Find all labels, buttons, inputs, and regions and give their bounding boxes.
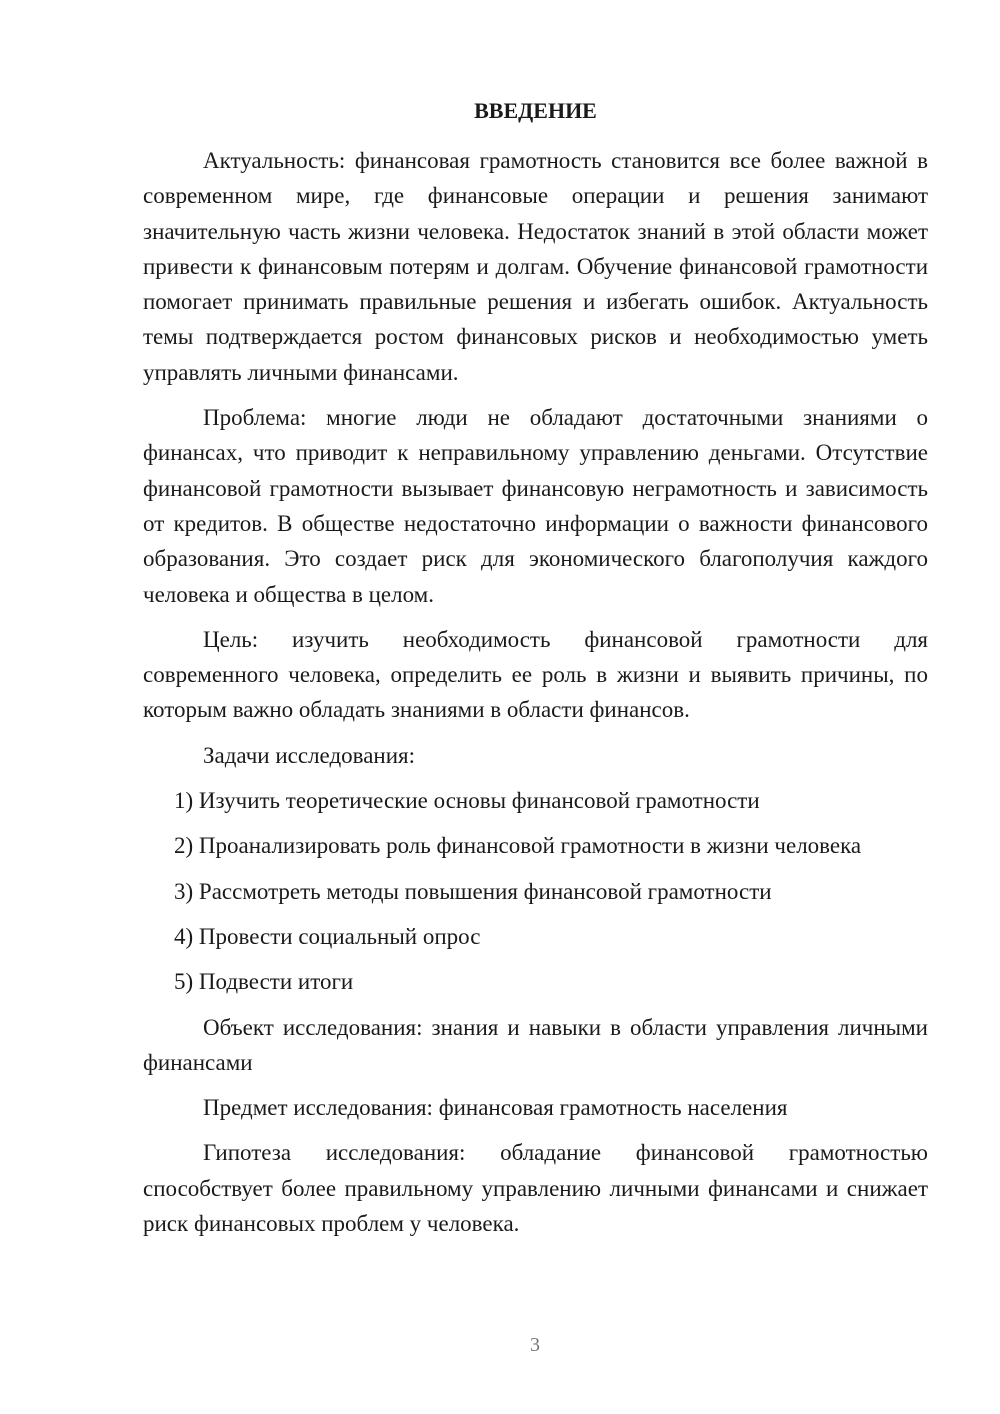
hypothesis-paragraph: Гипотеза исследования: обладание финансовой грамотностью способствует более правильному управлению личными финансами и снижает риск финансовых проблем у человека. bbox=[143, 1140, 928, 1237]
task-item: 4) Провести социальный опрос bbox=[174, 923, 481, 949]
object-paragraph: Объект исследования: знания и навыки в области управления личными финансами bbox=[143, 1014, 928, 1075]
tasks-heading: Задачи исследования: bbox=[203, 742, 416, 768]
relevance-paragraph: Актуальность: финансовая грамотность становится все более важной в современном мире, где финансовые операции и решения занимают значительную часть жизни человека. Недостаток знаний в этой области может привести к финансовым потерям и долгам. Обучение финансовой грамотности помогает принимать правильные решения и избегать ошибок. Актуальность темы подтверждается ростом финансовых рисков и необходимостью уметь управлять личными финансами. bbox=[143, 148, 928, 385]
page-title: ВВЕДЕНИЕ bbox=[474, 98, 597, 123]
task-item: 3) Рассмотреть методы повышения финансовой грамотности bbox=[174, 878, 772, 904]
task-item: 2) Проанализировать роль финансовой грамотности в жизни человека bbox=[174, 833, 862, 859]
task-item: 1) Изучить теоретические основы финансовой грамотности bbox=[174, 788, 760, 814]
subject-paragraph: Предмет исследования: финансовая грамотность населения bbox=[203, 1095, 788, 1121]
problem-paragraph: Проблема: многие люди не обладают достаточными знаниями о финансах, что приводит к неправильному управлению деньгами. Отсутствие финансовой грамотности вызывает финансовую неграмотность и зависимость от кредитов. В обществе недостаточно информации о важности финансового образования. Это создает риск для экономического благополучия каждого человека и общества в целом. bbox=[143, 405, 928, 607]
task-item: 5) Подвести итоги bbox=[174, 969, 354, 995]
document-body bbox=[143, 143, 928, 1241]
page-number: 3 bbox=[530, 1334, 540, 1356]
goal-paragraph: Цель: изучить необходимость финансовой грамотности для современного человека, определить ее роль в жизни и выявить причины, по которым важно обладать знаниями в области финансов. bbox=[143, 626, 928, 723]
